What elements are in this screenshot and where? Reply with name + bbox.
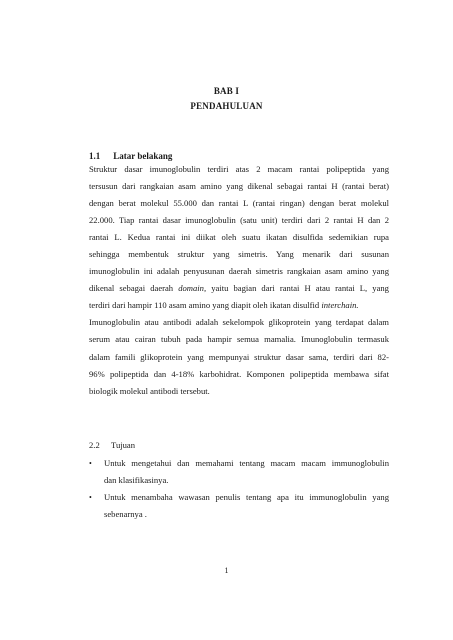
bullet-icon: • bbox=[89, 493, 92, 503]
body-line bbox=[89, 280, 389, 297]
list-line: sebenarnya . bbox=[104, 509, 147, 520]
body-line: serum atau cairan tubuh pada hampir semua mamalia. Imunoglobulin termasuk bbox=[89, 334, 389, 345]
list-line: Untuk menambaha wawasan penulis tentang apa itu immunoglobulin yang bbox=[104, 492, 389, 503]
section-heading-tujuan bbox=[89, 440, 135, 450]
body-line bbox=[89, 297, 389, 314]
body-line: sehingga membentuk struktur yang simetris. Yang menarik dari susunan bbox=[89, 249, 389, 260]
body-line: Struktur dasar imunoglobulin terdiri atas 2 macam rantai polipeptida yang bbox=[89, 164, 389, 174]
body-line: dengan berat molekul 55.000 dan rantai L (rantai ringan) dengan berat molekul bbox=[89, 198, 389, 209]
section-heading-latar-belakang bbox=[89, 151, 172, 161]
italic-term: interchain. bbox=[321, 300, 359, 311]
body-line: Imunoglobulin atau antibodi adalah sekelompok glikoprotein yang terdapat dalam bbox=[89, 317, 389, 328]
bullet-icon: • bbox=[89, 459, 92, 468]
section-number: 2.2 bbox=[89, 440, 100, 450]
section-title: Tujuan bbox=[111, 440, 136, 450]
body-line: tersusun dari rangkaian asam amino yang dikenal sebagai rantai H (rantai berat) bbox=[89, 181, 389, 192]
page-number: 1 bbox=[224, 566, 229, 575]
body-line: rantai L. Kedua rantai ini diikat oleh suatu ikatan disulfida sedemikian rupa bbox=[89, 232, 389, 243]
body-line: imunoglobulin ini adalah penyusunan daerah simetris rangkaian asam amino yang bbox=[89, 266, 389, 277]
chapter-label: BAB I bbox=[213, 86, 240, 96]
text-run: dikenal sebagai daerah bbox=[89, 283, 179, 294]
italic-term: domain, bbox=[178, 283, 207, 294]
list-item bbox=[89, 455, 389, 489]
body-line: 96% polipeptida dan 4-18% karbohidrat. Komponen polipeptida membawa sifat bbox=[89, 368, 389, 379]
body-line: biologik molekul antibodi tersebut. bbox=[89, 385, 210, 396]
section-number: 1.1 bbox=[89, 151, 101, 161]
chapter-title: PENDAHULUAN bbox=[190, 101, 263, 111]
text-run: yaitu bagian dari rantai H atau rantai L, yang bbox=[206, 283, 389, 294]
body-line: 22.000. Tiap rantai dasar imunoglobulin (satu unit) terdiri dari 2 rantai H dan 2 bbox=[89, 215, 389, 226]
list-line: dan klasifikasinya. bbox=[104, 475, 169, 486]
list-item bbox=[89, 489, 389, 523]
objectives-list bbox=[89, 455, 389, 523]
body-paragraphs bbox=[89, 161, 389, 400]
section-title: Latar belakang bbox=[113, 151, 173, 161]
body-line: dalam famili glikoprotein yang mempunyai struktur dasar sama, terdiri dari 82- bbox=[89, 351, 389, 362]
list-line: Untuk mengetahui dan memahami tentang macam macam immunoglobulin bbox=[104, 458, 389, 468]
text-run: terdiri dari hampir 110 asam amino yang diapit oleh ikatan disulfid bbox=[89, 300, 322, 311]
